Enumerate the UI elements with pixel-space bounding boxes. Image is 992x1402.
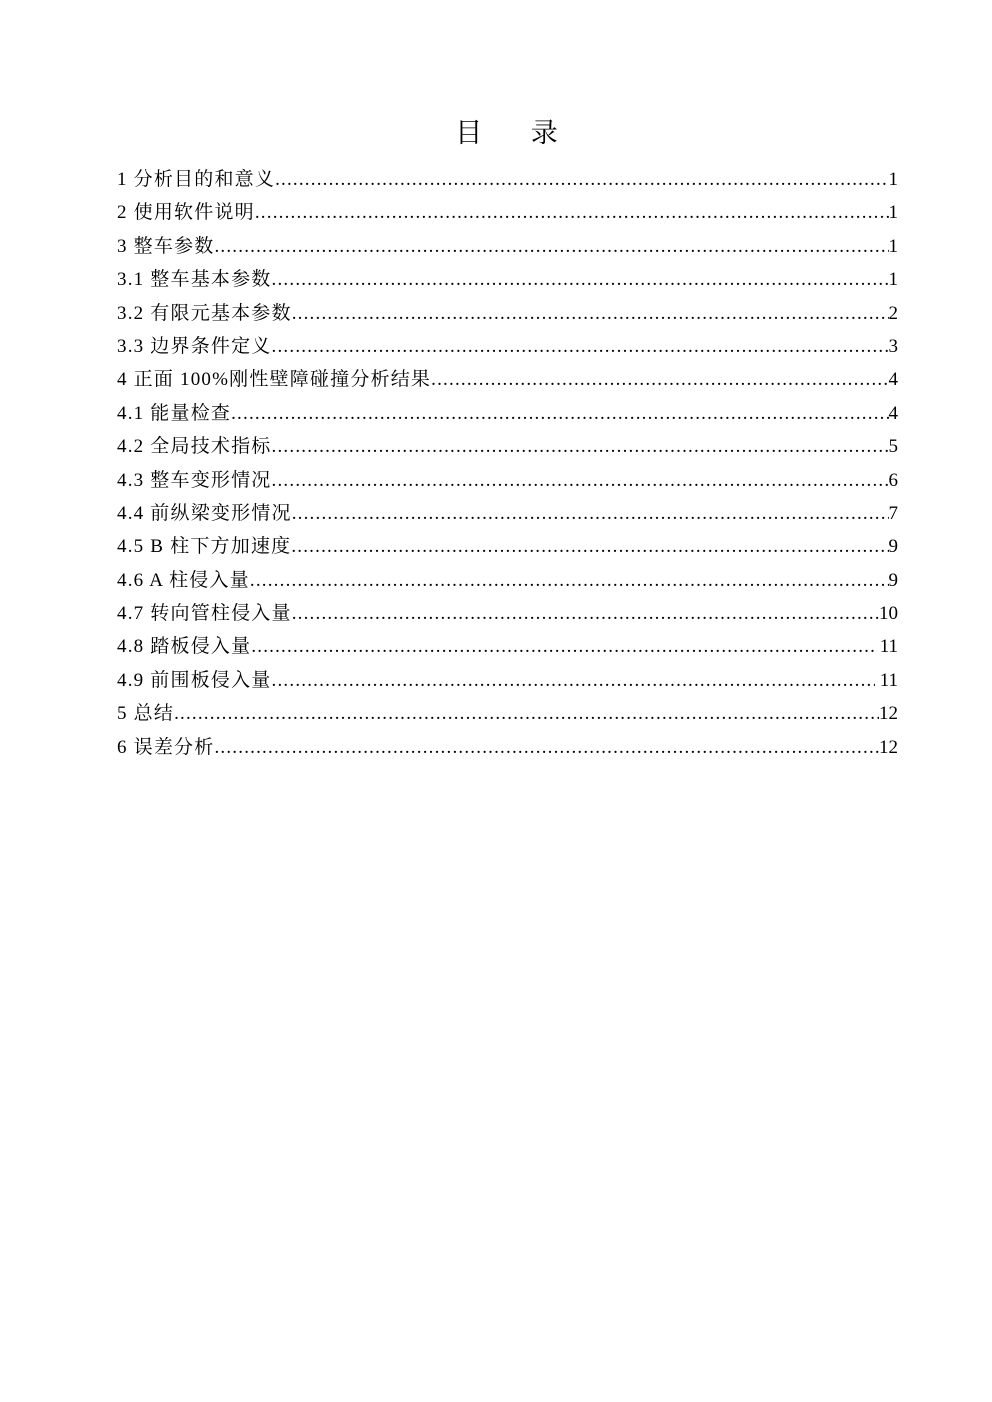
toc-entry-label: 3.2 有限元基本参数 xyxy=(117,302,292,324)
toc-entry-4-7[interactable] xyxy=(117,597,898,630)
toc-entry-label: 3.1 整车基本参数 xyxy=(117,269,272,291)
toc-entry-3-3[interactable] xyxy=(117,330,898,363)
toc-entry-label: 4.9 前围板侵入量 xyxy=(117,669,272,691)
toc-entry-label: 4.5 B 柱下方加速度 xyxy=(117,536,292,558)
toc-entry-4-5[interactable] xyxy=(117,530,898,563)
toc-dot-leader xyxy=(272,664,875,697)
toc-entry-4[interactable] xyxy=(117,363,898,396)
toc-page-number: 7 xyxy=(888,502,898,524)
toc-entry-4-6[interactable] xyxy=(117,564,898,597)
toc-entry-3-2[interactable] xyxy=(117,297,898,330)
toc-entry-4-2[interactable] xyxy=(117,430,898,463)
toc-page-number: 1 xyxy=(888,169,898,190)
toc-dot-leader xyxy=(272,263,889,296)
toc-page-number: 11 xyxy=(874,669,898,691)
toc-entry-3-1[interactable] xyxy=(117,263,898,296)
toc-dot-leader xyxy=(250,564,889,597)
toc-entry-label: 4.4 前纵梁变形情况 xyxy=(117,502,292,524)
toc-page-number: 4 xyxy=(888,369,898,391)
toc-dot-leader xyxy=(231,397,888,430)
toc-page-number: 1 xyxy=(888,235,898,257)
toc-entry-3[interactable] xyxy=(117,230,898,263)
toc-entry-label: 3 整车参数 xyxy=(117,235,215,257)
toc-dot-leader xyxy=(275,163,888,196)
toc-entry-6[interactable] xyxy=(117,731,898,764)
toc-dot-leader xyxy=(292,297,889,330)
toc-entry-4-9[interactable] xyxy=(117,664,898,697)
toc-page-number: 10 xyxy=(879,603,898,625)
toc-entry-label: 4 正面 100%刚性壁障碰撞分析结果 xyxy=(117,369,432,391)
toc-page-number: 9 xyxy=(888,536,898,558)
toc-page-number: 6 xyxy=(888,469,898,491)
toc-dot-leader xyxy=(292,497,889,530)
toc-dot-leader xyxy=(255,196,889,229)
toc-entry-label: 4.3 整车变形情况 xyxy=(117,469,272,491)
toc-dot-leader xyxy=(174,697,879,730)
toc-dot-leader xyxy=(272,330,889,363)
toc-dot-leader xyxy=(272,430,889,463)
toc-entry-label: 5 总结 xyxy=(117,703,175,725)
toc-page-number: 1 xyxy=(888,202,898,224)
toc-dot-leader xyxy=(291,530,888,563)
toc-entry-4-4[interactable] xyxy=(117,497,898,530)
toc-page-number: 4 xyxy=(888,402,898,424)
toc-page-number: 12 xyxy=(879,736,898,758)
toc-page-number: 11 xyxy=(874,636,898,658)
toc-page-number: 1 xyxy=(888,269,898,291)
toc-page-number: 12 xyxy=(879,703,898,725)
toc-page-number: 3 xyxy=(888,335,898,357)
toc-dot-leader xyxy=(214,731,879,764)
toc-entry-label: 2 使用软件说明 xyxy=(117,202,255,224)
toc-entry-5[interactable] xyxy=(117,697,898,730)
toc-entry-label: 1 分析目的和意义 xyxy=(117,169,276,190)
toc-page-number: 2 xyxy=(888,302,898,324)
toc-title: 目 录 xyxy=(455,118,560,148)
toc-entry-4-8[interactable] xyxy=(117,630,898,663)
toc-entry-4-1[interactable] xyxy=(117,397,898,430)
toc-entry-label: 4.7 转向管柱侵入量 xyxy=(117,603,292,625)
toc-dot-leader xyxy=(431,363,888,396)
toc-dot-leader xyxy=(214,230,888,263)
table-of-contents xyxy=(117,163,898,764)
toc-entry-label: 4.2 全局技术指标 xyxy=(117,436,272,458)
toc-dot-leader xyxy=(272,464,889,497)
toc-page-number: 5 xyxy=(888,436,898,458)
toc-entry-label: 4.6 A 柱侵入量 xyxy=(117,569,250,591)
toc-entry-1[interactable] xyxy=(117,163,898,196)
toc-page-number: 9 xyxy=(888,569,898,591)
toc-entry-label: 6 误差分析 xyxy=(117,736,215,758)
toc-entry-4-3[interactable] xyxy=(117,464,898,497)
toc-dot-leader xyxy=(292,597,879,630)
toc-entry-2[interactable] xyxy=(117,196,898,229)
toc-dot-leader xyxy=(251,630,875,663)
toc-entry-label: 4.8 踏板侵入量 xyxy=(117,636,252,658)
toc-entry-label: 3.3 边界条件定义 xyxy=(117,335,272,357)
toc-entry-label: 4.1 能量检查 xyxy=(117,402,232,424)
